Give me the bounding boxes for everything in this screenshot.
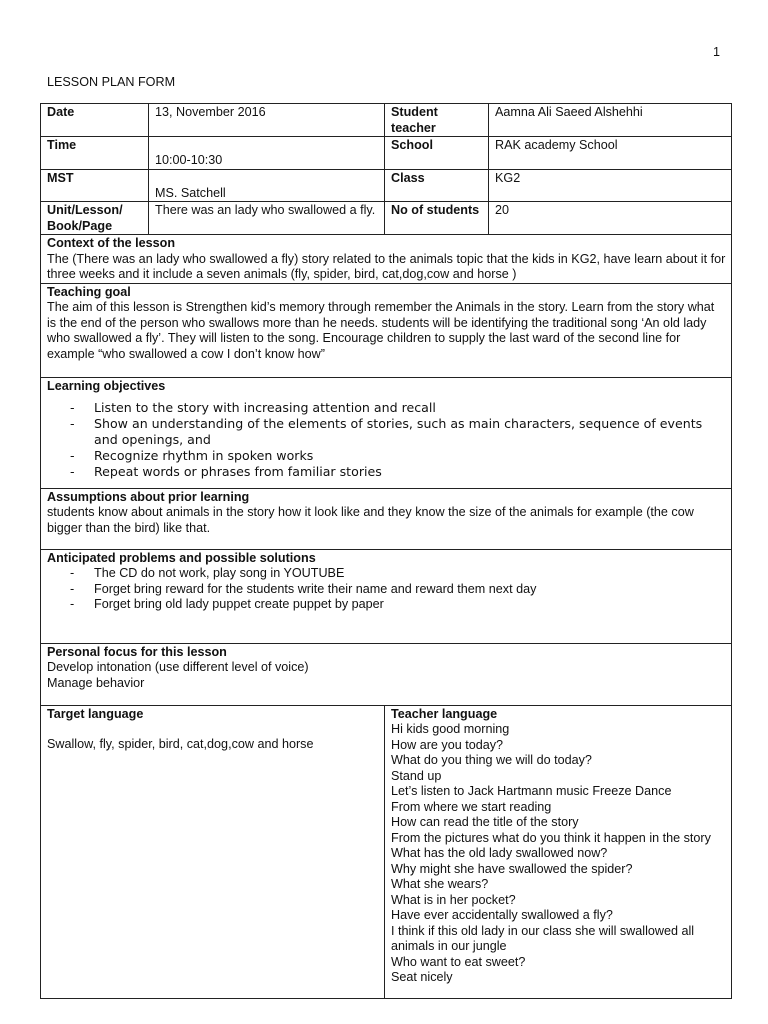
assumptions-heading: Assumptions about prior learning	[47, 489, 250, 504]
target-language-heading: Target language	[47, 706, 144, 721]
personal-focus-line: Develop intonation (use different level of voice)	[47, 660, 309, 674]
problems-cell	[41, 549, 732, 643]
teacher-language-line: Let’s listen to Jack Hartmann music Freeze Dance	[391, 784, 672, 798]
school-label: School	[385, 137, 489, 170]
teaching-goal-text: The aim of this lesson is Strengthen kid’s memory through remember the Animals in the story. Learn from the story what is the end of the person who swallows more than he needs. students will be identifying the traditional song ‘An old lady who swallowed a fly’. They will listen to the song. Encourage children to supply the last ward of the second line for example “who swallowed a cow I don’t know how”	[47, 300, 715, 361]
objectives-row	[41, 377, 732, 488]
mst-cell	[149, 169, 385, 202]
lesson-plan-table	[40, 103, 732, 999]
context-heading: Context of the lesson	[47, 236, 176, 250]
unit-row	[41, 202, 732, 235]
teacher-language-line: How are you today?	[391, 737, 504, 752]
teaching-goal-row	[41, 283, 732, 377]
mst-label: MST	[41, 169, 149, 202]
personal-focus-heading: Personal focus for this lesson	[47, 644, 227, 659]
teacher-language-cell	[385, 705, 732, 998]
problem-item: - Forget bring old lady puppet create puppet by paper	[47, 597, 726, 613]
mst-row	[41, 169, 732, 202]
objectives-heading: Learning objectives	[47, 378, 166, 393]
context-text: The (There was an lady who swallowed a fly) story related to the animals topic that the kids in KG2, have learn about it for three weeks and it include a seven animals (fly, spider, bird, cat,dog,cow and horse )	[47, 251, 726, 281]
problems-list	[47, 566, 726, 613]
assumptions-row	[41, 488, 732, 549]
assumptions-text: students know about animals in the story how it look like and they know the size of the animals for example (the cow bigger than the bird) like that.	[47, 505, 694, 535]
student-teacher-value: Aamna Ali Saeed Alshehhi	[489, 104, 732, 137]
students-value: 20	[489, 202, 732, 235]
teacher-language-line: From the pictures what do you think it happen in the story	[391, 830, 711, 845]
teacher-language-line: Hi kids good morning	[391, 722, 510, 736]
target-language-cell	[41, 705, 385, 998]
teacher-language-line: What do you thing we will do today?	[391, 753, 592, 767]
context-cell	[41, 235, 732, 284]
date-value: 13, November 2016	[149, 104, 385, 137]
problem-item: - Forget bring reward for the students write their name and reward them next day	[47, 582, 726, 598]
personal-focus-cell	[41, 643, 732, 705]
teacher-language-line: Seat nicely	[391, 970, 453, 984]
context-row	[41, 235, 732, 284]
teacher-language-line: Who want to eat sweet?	[391, 954, 526, 969]
time-value: 10:00-10:30	[155, 153, 223, 167]
problems-heading: Anticipated problems and possible solutions	[47, 550, 316, 565]
class-value: KG2	[489, 169, 732, 202]
objective-item: - Repeat words or phrases from familiar stories	[47, 464, 726, 480]
unit-label: Unit/Lesson/ Book/Page	[41, 202, 149, 235]
date-row	[41, 104, 732, 137]
objective-item: - Show an understanding of the elements of stories, such as main characters, sequence of events and openings, and	[47, 416, 726, 448]
objective-item: - Listen to the story with increasing attention and recall	[47, 400, 726, 416]
teacher-language-line: How can read the title of the story	[391, 815, 579, 829]
teacher-language-line: What she wears?	[391, 877, 489, 891]
unit-value: There was an lady who swallowed a fly.	[149, 202, 385, 235]
teaching-goal-heading: Teaching goal	[47, 284, 131, 299]
student-teacher-label: Student teacher	[385, 104, 489, 137]
time-label: Time	[41, 137, 149, 170]
problems-row	[41, 549, 732, 643]
class-label: Class	[385, 169, 489, 202]
time-row	[41, 137, 732, 170]
teacher-language-heading: Teacher language	[391, 706, 498, 721]
school-value: RAK academy School	[489, 137, 732, 170]
time-cell	[149, 137, 385, 170]
objectives-list	[47, 400, 726, 480]
objectives-cell	[41, 377, 732, 488]
teacher-language-line: Have ever accidentally swallowed a fly?	[391, 908, 613, 922]
personal-focus-line: Manage behavior	[47, 675, 145, 690]
page-number: 1	[713, 45, 721, 59]
date-label: Date	[41, 104, 149, 137]
teacher-language-line: Why might she have swallowed the spider?	[391, 861, 633, 876]
personal-focus-row	[41, 643, 732, 705]
objective-item: - Recognize rhythm in spoken works	[47, 448, 726, 464]
teacher-language-line: I think if this old lady in our class she will swallowed all animals in our jungle	[391, 923, 695, 953]
form-title: LESSON PLAN FORM	[47, 75, 176, 89]
teacher-language-line: What is in her pocket?	[391, 892, 516, 907]
language-row	[41, 705, 732, 998]
teacher-language-line: Stand up	[391, 768, 442, 783]
target-language-text: Swallow, fly, spider, bird, cat,dog,cow and horse	[47, 737, 314, 751]
problem-item: - The CD do not work, play song in YOUTUBE	[47, 566, 726, 582]
teaching-goal-cell	[41, 283, 732, 377]
teacher-language-line: What has the old lady swallowed now?	[391, 846, 608, 860]
teacher-language-line: From where we start reading	[391, 799, 552, 814]
mst-value: MS. Satchell	[155, 185, 226, 200]
assumptions-cell	[41, 488, 732, 549]
students-label: No of students	[385, 202, 489, 235]
